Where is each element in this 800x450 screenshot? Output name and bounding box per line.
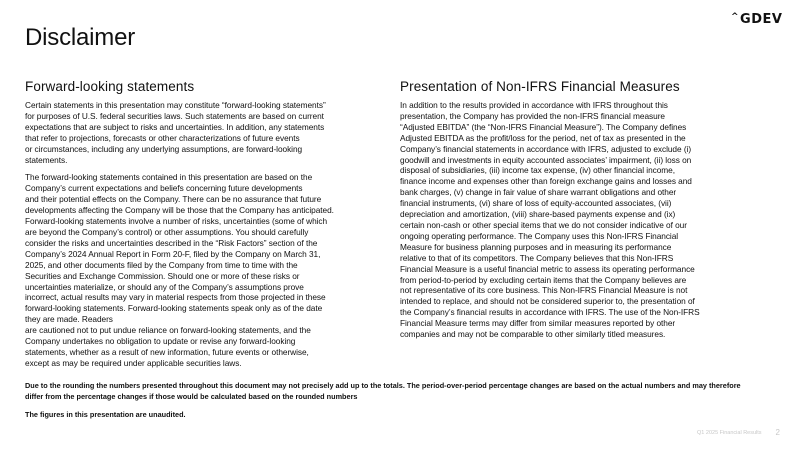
footer-label: Q1 2025 Financial Results bbox=[697, 429, 762, 436]
forward-looking-heading: Forward-looking statements bbox=[25, 79, 195, 94]
company-logo bbox=[731, 12, 782, 27]
page-number: 2 bbox=[775, 428, 780, 437]
forward-looking-paragraph-1: Certain statements in this presentation may constitute “forward-looking statements” for purposes of U.S. federal securities laws. Such statements are based on current expectations that are subject to risks and uncertainties. In addition, any statements that refer to projections, forecasts or other characterizations of future events or circumstances, including any underlying assumptions, are forward-looking statements. bbox=[25, 100, 326, 165]
footer-notes bbox=[25, 381, 745, 429]
forward-looking-section bbox=[25, 79, 395, 376]
non-ifrs-heading: Presentation of Non-IFRS Financial Measures bbox=[400, 79, 680, 94]
non-ifrs-section bbox=[400, 79, 775, 347]
logo-mark-icon: ^ bbox=[731, 12, 740, 22]
logo-text: GDEV bbox=[740, 12, 783, 27]
forward-looking-paragraph-2: The forward-looking statements contained in this presentation are based on the Company’s current expectations and beliefs concerning future developments and their potential effects on the Company. There can be no assurance that future developments affecting the Company will be those that the Company has anticipated. Forward-looking statements involve a number of risks, uncertainties (some of which are beyond the Company’s control) or other assumptions. You should carefully consider the risks and uncertainties described in the “Risk Factors” section of the Company’s 2024 Annual Report in Form 20-F, filed by the Company on March 31, 2025, and other documents filed by the Company from time to time with the Securities and Exchange Commission. Should one or more of these risks or uncertainties materialize, or should any of the Company’s assumptions prove incorrect, actual results may vary in material respects from those projected in these forward-looking statements. Forward-looking statements speak only as of the date they are made. Readers are cautioned not to put undue reliance on forward-looking statements, and the Company undertakes no obligation to update or revise any forward-looking statements, whether as a result of new information, future events or otherwise, except as may be required under applicable securities laws. bbox=[25, 172, 334, 368]
page-footer bbox=[640, 428, 780, 437]
rounding-note: Due to the rounding the numbers presented throughout this document may not precisely add up to the totals. The period-over-period percentage changes are based on the actual numbers and may therefore differ from the percentage changes if those would be calculated based on the rounded numbers bbox=[25, 381, 741, 401]
non-ifrs-paragraph: In addition to the results provided in accordance with IFRS throughout this presentation, the Company has provided the non-IFRS financial measure “Adjusted EBITDA” (the “Non-IFRS Financial Measure”). The Company defines Adjusted EBITDA as the profit/loss for the period, net of tax as presented in the Company’s financial statements in accordance with IFRS, adjusted to exclude (i) goodwill and investments in equity accounted associates’ impairment, (ii) loss on disposal of subsidiaries, (iii) income tax expense, (iv) other financial income, finance income and expenses other than foreign exchange gains and losses and bank charges, (v) change in fair value of share warrant obligations and other financial instruments, (vi) share of loss of equity-accounted associates, (vii) depreciation and amortization, (viii) share-based payments expense and (ix) certain non-cash or other special items that we do not consider indicative of our ongoing operating performance. The Company uses this Non-IFRS Financial Measure for business planning purposes and in measuring its performance relative to that of its competitors. The Company believes that this Non-IFRS Financial Measure is a useful financial metric to assess its operating performance from period-to-period by excluding certain items that the Company believes are not representative of its core business. This Non-IFRS Financial Measure is not intended to replace, and should not be considered superior to, the presentation of the Company’s financial results in accordance with IFRS. The use of the Non-IFRS Financial Measure terms may differ from similar measures reported by other companies and may not be comparable to other similarly titled measures. bbox=[400, 100, 700, 340]
page-title: Disclaimer bbox=[25, 24, 136, 51]
unaudited-note: The figures in this presentation are unaudited. bbox=[25, 410, 186, 419]
